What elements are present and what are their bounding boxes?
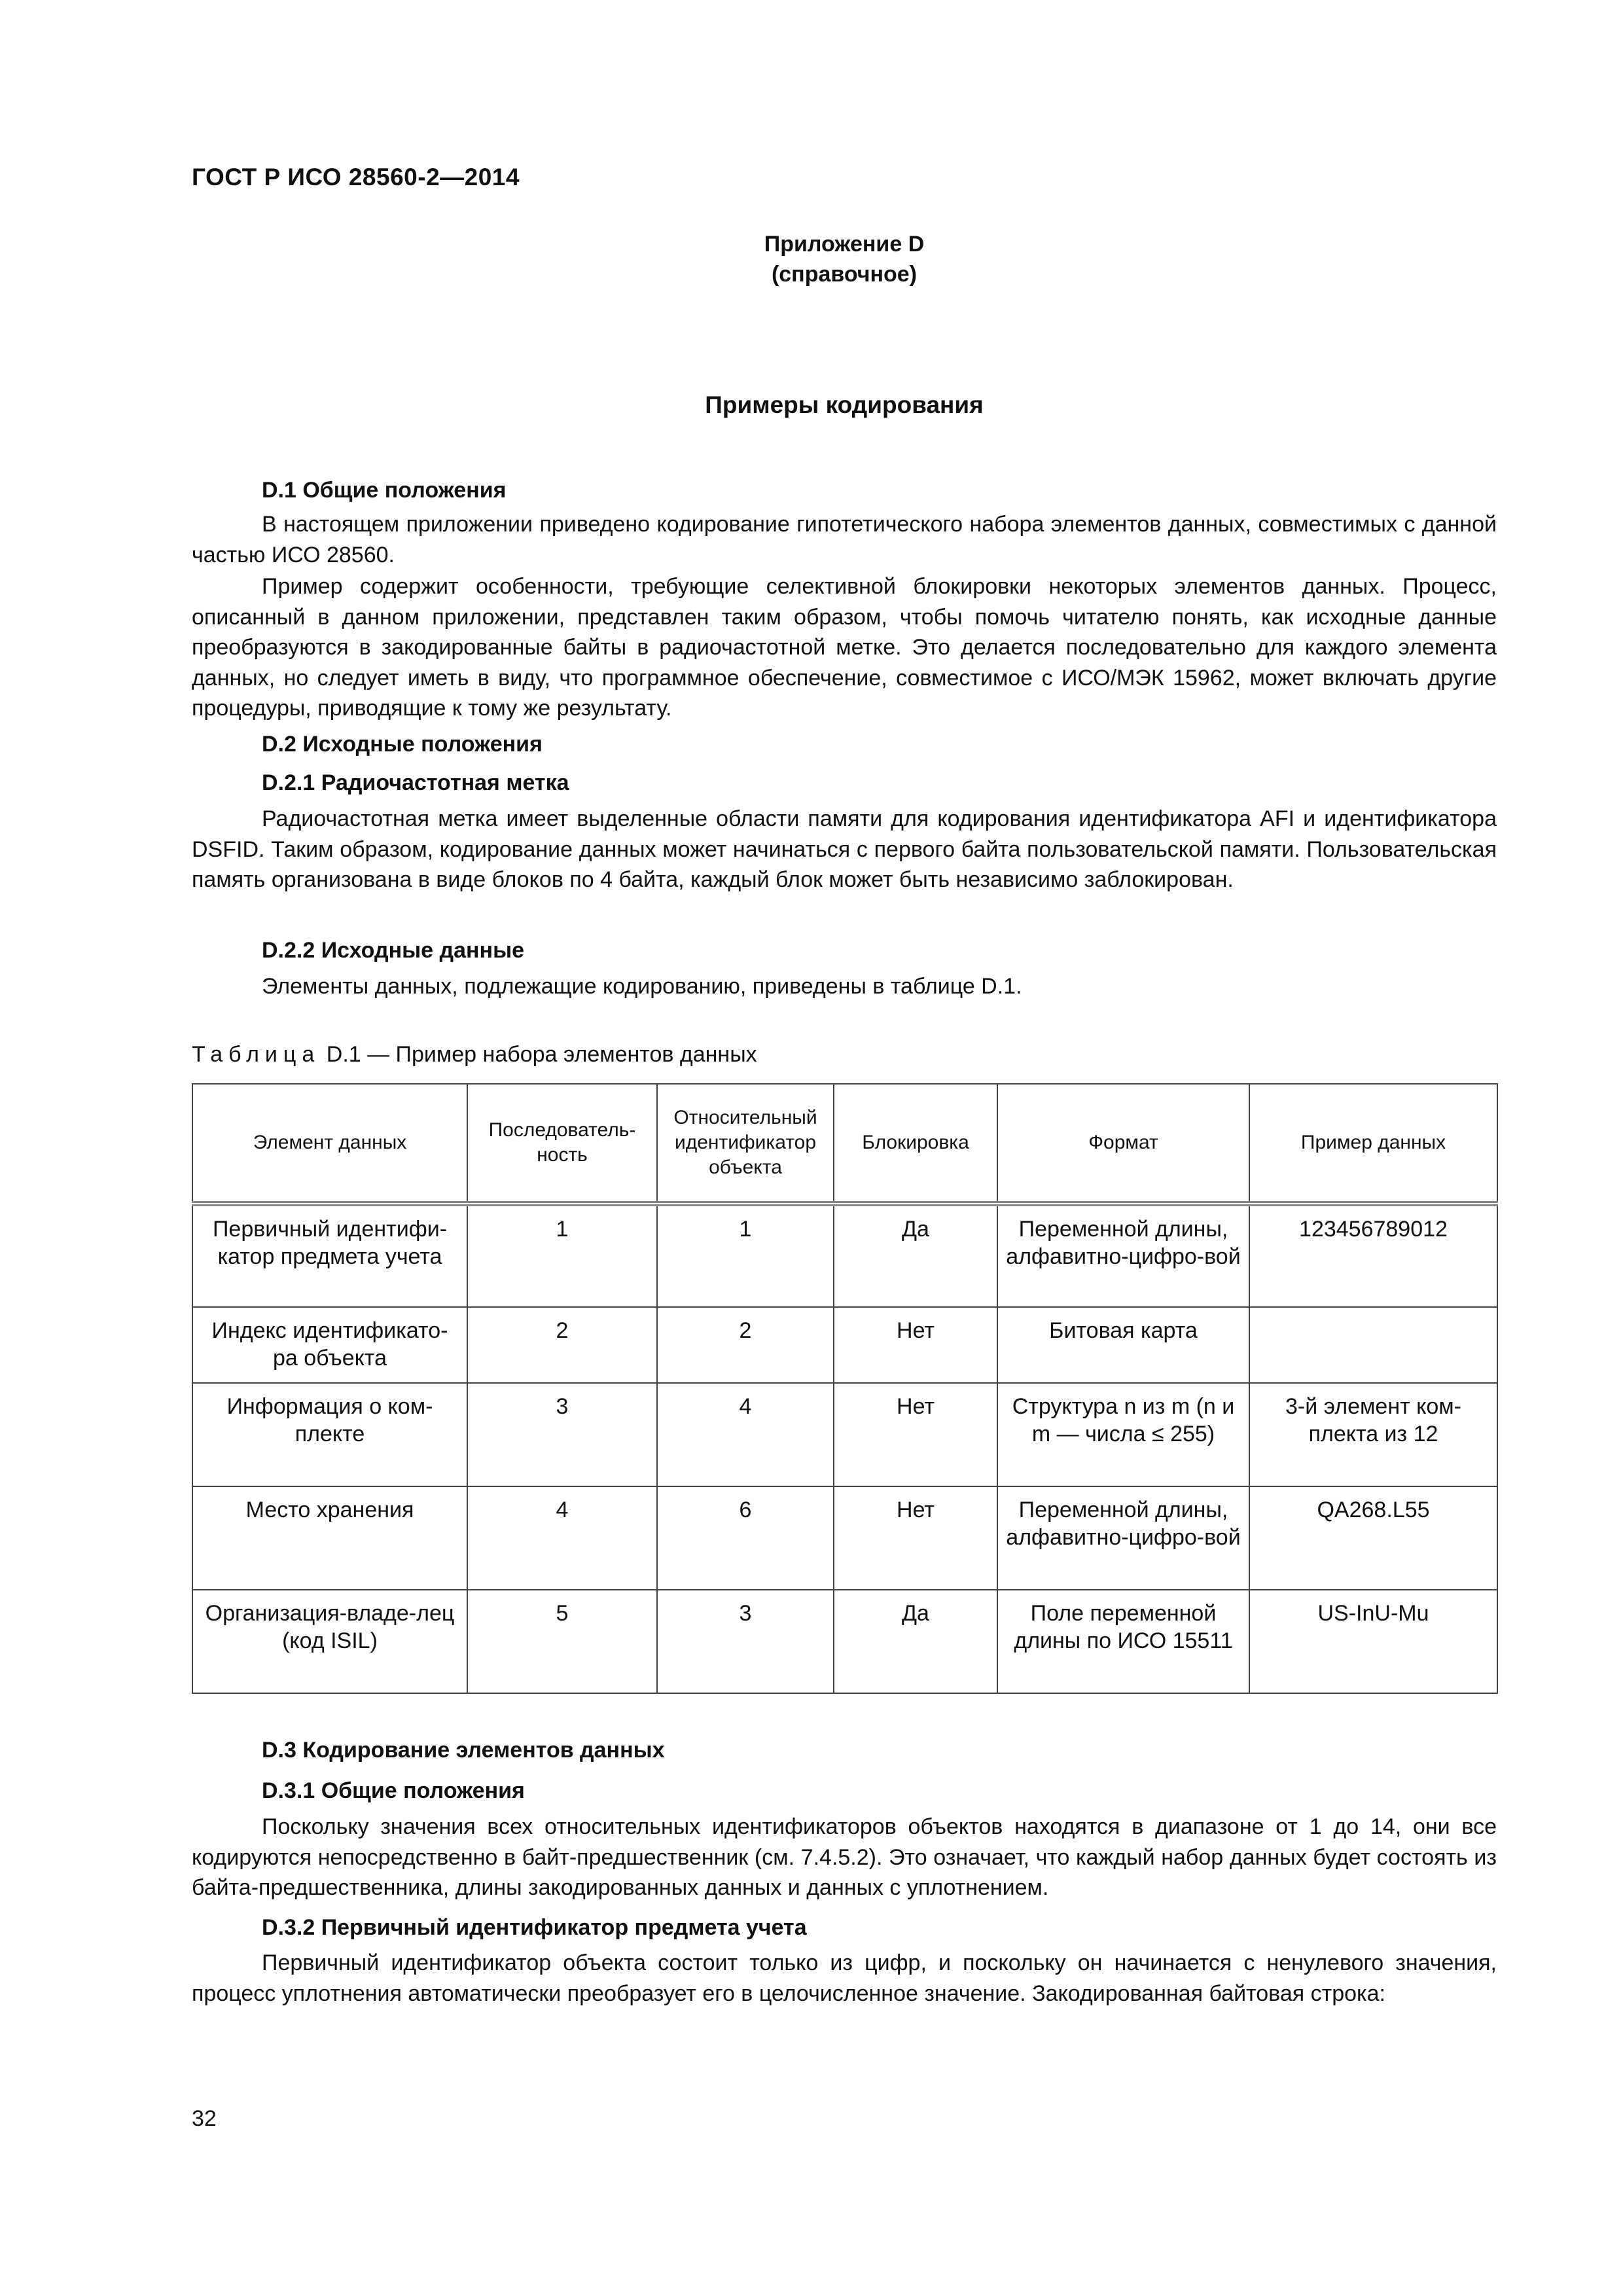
- cell-element: Информация о ком-плекте: [192, 1383, 467, 1486]
- page-number: 32: [192, 2106, 217, 2131]
- paragraph-d21-1: Радиочастотная метка имеет выделенные области памяти для кодирования идентификатора AFI и идентификатора DSFID. Таким образом, кодирование данных может начинаться с первого байта пользовательской памяти. Пользовательская память организована в виде блоков по 4 байта, каждый блок может быть независимо заблокирован.: [192, 806, 1497, 892]
- cell-example: 123456789012: [1249, 1204, 1497, 1307]
- cell-relative-oid: 4: [657, 1383, 834, 1486]
- cell-format: Поле переменной длины по ИСО 15511: [997, 1590, 1249, 1693]
- header-relative-oid: Относительный идентификатор объекта: [657, 1084, 834, 1204]
- cell-locking: Да: [834, 1204, 997, 1307]
- header-format: Формат: [997, 1084, 1249, 1204]
- data-elements-table: [192, 1083, 1498, 1694]
- cell-locking: Нет: [834, 1486, 997, 1590]
- document-code: ГОСТ Р ИСО 28560-2—2014: [192, 164, 520, 190]
- cell-element: Место хранения: [192, 1486, 467, 1590]
- cell-relative-oid: 2: [657, 1307, 834, 1383]
- table-row: [192, 1486, 1497, 1590]
- paragraph-d1-2: Пример содержит особенности, требующие селективной блокировки некоторых элементов данных. Процесс, описанный в данном приложении, представлен таким образом, чтобы помочь читателю понять, как исходные данные преобразуются в закодированные байты в радиочастотной метке. Это делается последовательно для каждого элемента данных, но следует иметь в виду, что программное обеспечение, совместимое с ИСО/МЭК 15962, может включать другие процедуры, приводящие к тому же результату.: [192, 574, 1497, 721]
- paragraph-d31-1: Поскольку значения всех относительных идентификаторов объектов находятся в диапазоне от 1 до 14, они все кодируются непосредственно в байт-предшественник (см. 7.4.5.2). Это означает, что каждый набор данных будет состоять из байта-предшественника, длины закодированных данных и данных с уплотнением.: [192, 1814, 1497, 1900]
- cell-locking: Нет: [834, 1383, 997, 1486]
- header-locking: Блокировка: [834, 1084, 997, 1204]
- cell-format: Переменной длины, алфавитно-цифро-вой: [997, 1486, 1249, 1590]
- cell-relative-oid: 3: [657, 1590, 834, 1693]
- section-heading-d2: D.2 Исходные положения: [262, 732, 543, 757]
- cell-locking: Да: [834, 1590, 997, 1693]
- table-row: [192, 1383, 1497, 1486]
- cell-sequence: 4: [467, 1486, 657, 1590]
- table-row: [192, 1204, 1497, 1307]
- cell-element: Индекс идентификато-ра объекта: [192, 1307, 467, 1383]
- cell-relative-oid: 6: [657, 1486, 834, 1590]
- section-heading-d31: D.3.1 Общие положения: [262, 1778, 525, 1803]
- cell-element: Организация-владе-лец (код ISIL): [192, 1590, 467, 1693]
- table-caption-text: D.1 — Пример набора элементов данных: [320, 1042, 757, 1067]
- paragraph-d32-1: Первичный идентификатор объекта состоит только из цифр, и поскольку он начинается с ненулевого значения, процесс уплотнения автоматически преобразует его в целочисленное значение. Закодированная байтовая строка:: [192, 1950, 1497, 2006]
- section-heading-d1: D.1 Общие положения: [262, 478, 507, 503]
- cell-format: Переменной длины, алфавитно-цифро-вой: [997, 1204, 1249, 1307]
- cell-sequence: 2: [467, 1307, 657, 1383]
- cell-example: QA268.L55: [1249, 1486, 1497, 1590]
- paragraph-d22-1: Элементы данных, подлежащие кодированию, приведены в таблице D.1.: [262, 974, 1022, 999]
- section-heading-d3: D.3 Кодирование элементов данных: [262, 1738, 665, 1763]
- annex-number: Приложение D: [764, 232, 925, 257]
- cell-example: US-InU-Mu: [1249, 1590, 1497, 1693]
- header-sequence: Последователь-ность: [467, 1084, 657, 1204]
- paragraph-d1-1: В настоящем приложении приведено кодирование гипотетического набора элементов данных, совместимых с данной частью ИСО 28560.: [192, 512, 1497, 567]
- annex-type: (справочное): [771, 262, 918, 287]
- table-caption-label: Таблица: [192, 1042, 321, 1067]
- cell-format: Структура n из m (n и m — числа ≤ 255): [997, 1383, 1249, 1486]
- section-heading-d32: D.3.2 Первичный идентификатор предмета учета: [262, 1915, 807, 1940]
- annex-label: [720, 229, 969, 289]
- section-heading-d21: D.2.1 Радиочастотная метка: [262, 770, 569, 795]
- header-element: Элемент данных: [192, 1084, 467, 1204]
- cell-locking: Нет: [834, 1307, 997, 1383]
- header-example: Пример данных: [1249, 1084, 1497, 1204]
- table-caption: [192, 1042, 757, 1067]
- table-row: [192, 1590, 1497, 1693]
- table-row: [192, 1307, 1497, 1383]
- cell-format: Битовая карта: [997, 1307, 1249, 1383]
- cell-example: 3-й элемент ком-плекта из 12: [1249, 1383, 1497, 1486]
- table-header-row: [192, 1084, 1497, 1204]
- cell-sequence: 5: [467, 1590, 657, 1693]
- annex-title: Примеры кодирования: [705, 391, 984, 418]
- cell-sequence: 1: [467, 1204, 657, 1307]
- cell-relative-oid: 1: [657, 1204, 834, 1307]
- cell-sequence: 3: [467, 1383, 657, 1486]
- cell-example: [1249, 1307, 1497, 1383]
- cell-element: Первичный идентифи-катор предмета учета: [192, 1204, 467, 1307]
- section-heading-d22: D.2.2 Исходные данные: [262, 938, 525, 963]
